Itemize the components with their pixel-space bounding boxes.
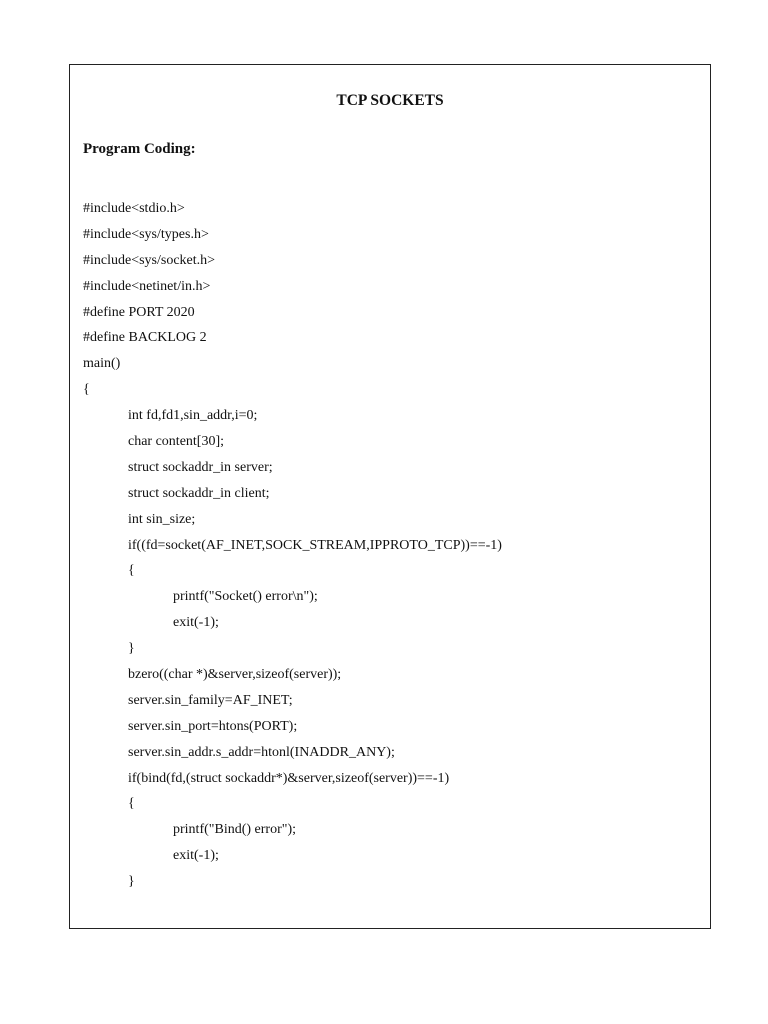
code-line: printf("Bind() error");: [173, 822, 296, 838]
page-frame: [69, 64, 711, 929]
code-line: }: [128, 874, 135, 890]
section-heading: Program Coding:: [83, 141, 196, 157]
code-line: #define BACKLOG 2: [83, 330, 207, 346]
code-line: bzero((char *)&server,sizeof(server));: [128, 667, 342, 683]
code-line: {: [128, 563, 135, 579]
code-line: server.sin_family=AF_INET;: [128, 692, 293, 708]
code-line: #include<sys/types.h>: [83, 226, 209, 242]
code-line: int sin_size;: [128, 511, 196, 527]
code-line: exit(-1);: [173, 848, 219, 864]
code-line: #include<netinet/in.h>: [83, 278, 211, 294]
code-line: {: [128, 796, 135, 812]
code-line: char content[30];: [128, 434, 225, 450]
code-line: #include<sys/socket.h>: [83, 252, 216, 268]
code-line: {: [83, 382, 90, 398]
code-line: struct sockaddr_in client;: [128, 485, 270, 501]
code-line: server.sin_addr.s_addr=htonl(INADDR_ANY);: [128, 744, 395, 760]
code-line: if((fd=socket(AF_INET,SOCK_STREAM,IPPROTO_TCP))==-1): [128, 537, 502, 553]
code-line: }: [128, 641, 135, 657]
code-line: #include<stdio.h>: [83, 201, 185, 216]
code-line: int fd,fd1,sin_addr,i=0;: [128, 408, 258, 424]
document-title: TCP SOCKETS: [336, 92, 444, 109]
code-line: exit(-1);: [173, 615, 219, 631]
code-listing: [83, 196, 502, 895]
code-line: server.sin_port=htons(PORT);: [128, 718, 298, 734]
code-line: #define PORT 2020: [83, 304, 195, 320]
code-line: if(bind(fd,(struct sockaddr*)&server,sizeof(server))==-1): [128, 770, 450, 786]
code-line: printf("Socket() error\n");: [173, 589, 318, 605]
code-line: struct sockaddr_in server;: [128, 459, 273, 475]
code-line: main(): [83, 356, 121, 372]
